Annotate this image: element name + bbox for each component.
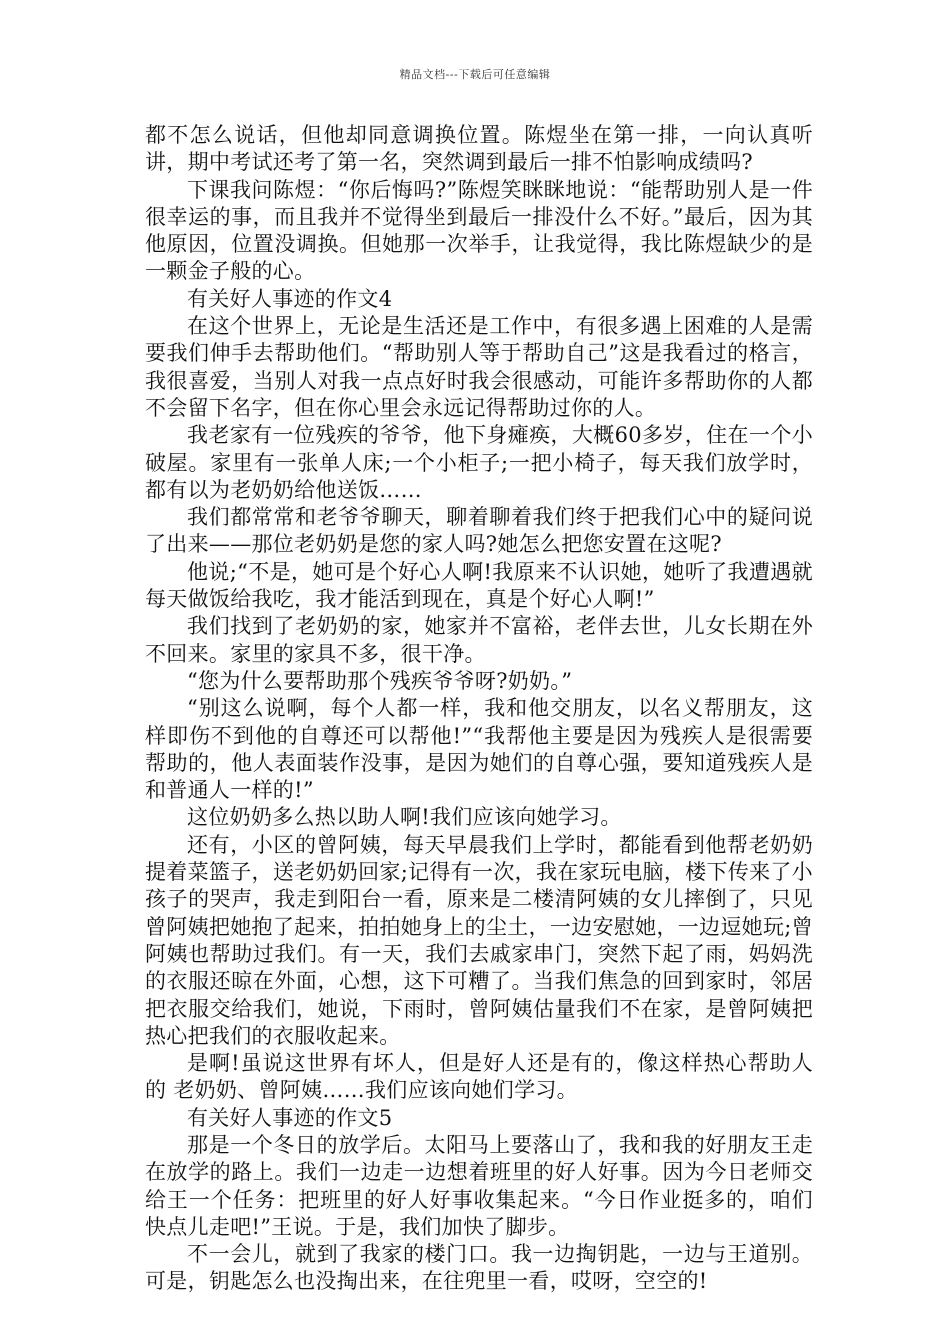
paragraph: 还有，小区的曾阿姨，每天早晨我们上学时，都能看到他帮老奶奶提着菜篮子，送老奶奶回家;记得有一次，我在家玩电脑，楼下传来了小孩子的哭声，我走到阳台一看，原来是二楼清阿姨的女儿摔倒了，只见曾阿姨把她抱了起来，拍拍她身上的尘土，一边安慰她，一边逗她玩;曾阿姨也帮助过我们。有一天，我们去戚家串门，突然下起了雨，妈妈洗的衣服还晾在外面，心想，这下可糟了。当我们焦急的回到家时，邻居把衣服交给我们，她说，下雨时，曾阿姨估量我们不在家，是曾阿姨把热心把我们的衣服收起来。: [145, 832, 813, 1048]
paragraph: 下课我问陈煜：“你后悔吗?”陈煜笑眯眯地说：“能帮助别人是一件很幸运的事，而且我并不觉得坐到最后一排没什么不好。”最后，因为其他原因，位置没调换。但她那一次举手，让我觉得，我比陈煜缺少的是一颗金子般的心。: [145, 177, 813, 284]
paragraph: 我老家有一位残疾的爷爷，他下身瘫痪，大概60多岁，住在一个小破屋。家里有一张单人床;一个小柜子;一把小椅子，每天我们放学时，都有以为老奶奶给他送饭……: [145, 423, 813, 502]
paragraph: 那是一个冬日的放学后。太阳马上要落山了，我和我的好朋友王走在放学的路上。我们一边走一边想着班里的好人好事。因为今日老师交给王一个任务：把班里的好人好事收集起来。“今日作业挺多的，咱们快点儿走吧!”王说。于是，我们加快了脚步。: [145, 1132, 813, 1239]
paragraph: 他说;“不是，她可是个好心人啊!我原来不认识她，她听了我遭遇就每天做饭给我吃，我才能活到现在，真是个好心人啊!”: [145, 559, 813, 612]
paragraph: 在这个世界上，无论是生活还是工作中，有很多遇上困难的人是需要我们伸手去帮助他们。“帮助别人等于帮助自己”这是我看过的格言，我很喜爱，当别人对我一点点好时我会很感动，可能许多帮助你的人都不会留下名字，但在你心里会永远记得帮助过你的人。: [145, 314, 813, 420]
page-header: 精品文档---下载后可任意编辑: [399, 68, 551, 81]
paragraph: 都不怎么说话，但他却同意调换位置。陈煜坐在第一排，一向认真听讲，期中考试还考了第一名，突然调到最后一排不怕影响成绩吗?: [145, 123, 813, 175]
paragraph: 有关好人事迹的作文5: [187, 1105, 393, 1130]
paragraph: 这位奶奶多么热以助人啊!我们应该向她学习。: [187, 805, 622, 830]
paragraph: 我们找到了老奶奶的家，她家并不富裕，老伴去世，儿女长期在外不回来。家里的家具不多，很干净。: [145, 614, 813, 666]
paragraph: 有关好人事迹的作文4: [187, 286, 393, 311]
paragraph: 不一会儿，就到了我家的楼门口。我一边掏钥匙，一边与王道别。可是，钥匙怎么也没掏出来，在往兜里一看，哎呀，空空的!: [145, 1242, 813, 1294]
document-body: [145, 122, 813, 1296]
paragraph: 我们都常常和老爷爷聊天，聊着聊着我们终于把我们心中的疑问说了出来——那位老奶奶是您的家人吗?她怎么把您安置在这呢?: [145, 505, 813, 557]
paragraph: “您为什么要帮助那个残疾爷爷呀?奶奶。”: [187, 668, 573, 693]
paragraph: 是啊!虽说这世界有坏人，但是好人还是有的，像这样热心帮助人的 老奶奶、曾阿姨……我们应该向她们学习。: [145, 1051, 813, 1103]
paragraph: “别这么说啊，每个人都一样，我和他交朋友，以名义帮朋友，这样即伤不到他的自尊还可以帮他!”“我帮他主要是因为残疾人是很需要帮助的，他人表面装作没事，是因为她们的自尊心强，要知道残疾人是和普通人一样的!”: [145, 696, 813, 803]
